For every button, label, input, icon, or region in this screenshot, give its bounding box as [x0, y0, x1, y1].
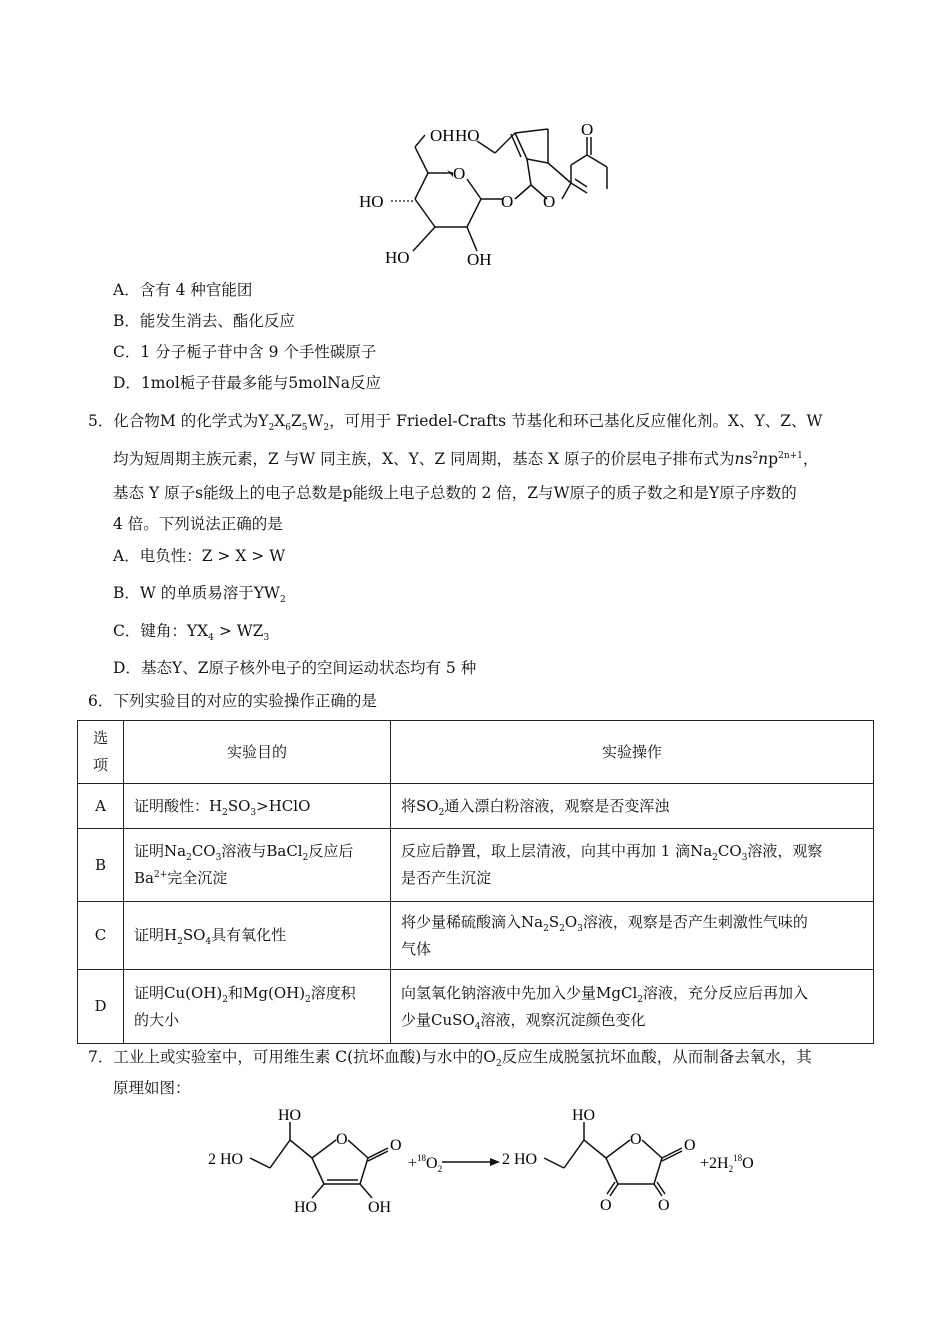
row-operation: 反应后静置，取上层清液，向其中再加 1 滴$Na_2CO_3$溶液，观察 是否产生沉淀 — [391, 829, 874, 902]
link-o-label: O — [501, 192, 514, 211]
header-option: 选 项 — [78, 721, 124, 784]
ho-label: HO — [455, 126, 480, 145]
ho-left-label: HO — [359, 192, 384, 211]
option-math: 1mol — [140, 374, 180, 392]
row-operation: 向氢氧化钠溶液中先加入少量MgCl$_2$溶液，充分反应后再加入 少量CuSO$_4$溶液，观察沉淀颜色变化 — [391, 970, 874, 1044]
option-text: 1 分子栀子苷中含 9 个手性碳原子 — [140, 343, 377, 361]
table-row — [78, 970, 874, 1044]
pyran-o-label: O — [543, 192, 556, 211]
option-key: D． — [113, 374, 141, 392]
q5-option-a: A．电负性：Z > X > W — [113, 547, 286, 565]
option-text: 反应 — [349, 374, 381, 392]
oh-bottom-label: OH — [467, 250, 492, 269]
row-key: D — [78, 970, 124, 1044]
header-operation: 实验操作 — [391, 721, 874, 784]
table-row — [78, 902, 874, 970]
option-math: 5molNa — [288, 374, 350, 392]
table-header-row — [78, 721, 874, 784]
option-text: 能发生消去、酯化反应 — [139, 312, 295, 330]
keto-o-label: O — [600, 1197, 612, 1214]
option-key: C． — [113, 343, 141, 361]
q5-option-d: D．基态Y、Z原子核外电子的空间运动状态均有 5 种 — [113, 659, 477, 677]
row-operation: 将$SO_2$通入漂白粉溶液，观察是否变浑浊 — [391, 784, 874, 829]
row-purpose: 证明$H_2SO_4$具有氧化性 — [124, 902, 391, 970]
row-purpose: 证明$Cu(OH)_2$和$Mg(OH)_2$溶度积 的大小 — [124, 970, 391, 1044]
ho-bottom-label: HO — [385, 248, 410, 267]
ho-label: HO — [572, 1107, 596, 1124]
row-purpose: 证明$Na_2CO_3$溶液与BaCl$_2$反应后 $Ba^{2+}$完全沉淀 — [124, 829, 391, 902]
coefficient: 2 — [502, 1151, 510, 1168]
keto-o-label: O — [390, 1137, 402, 1154]
q5-option-b: B．W 的单质易溶于$YW_2$ — [113, 584, 286, 606]
water-product: $+2H_2^{18}O$ — [700, 1153, 754, 1174]
experiment-table — [77, 720, 874, 1044]
q7-line-2: 原理如图： — [113, 1079, 191, 1097]
row-purpose: 证明酸性：$H_2SO_3>HClO$ — [124, 784, 391, 829]
option-key: A． — [113, 281, 140, 299]
q5-option-c: C．键角：$YX_4 > WZ_3$ — [113, 622, 270, 644]
geniposide-structure — [355, 115, 635, 275]
header-purpose: 实验目的 — [124, 721, 391, 784]
oh-label: OH — [430, 126, 455, 145]
q4-option-b — [113, 310, 295, 332]
coefficient: 2 — [208, 1151, 216, 1168]
row-key: A — [78, 784, 124, 829]
option-key: B． — [113, 312, 140, 330]
row-key: B — [78, 829, 124, 902]
oh-label: OH — [368, 1199, 392, 1216]
ring-o-label: O — [453, 164, 466, 183]
table-row — [78, 829, 874, 902]
ho-label: HO — [220, 1151, 244, 1168]
q4-option-c — [113, 341, 376, 363]
table-row — [78, 784, 874, 829]
ring-o-label: O — [630, 1131, 642, 1148]
option-text: 含有 4 种官能团 — [139, 281, 253, 299]
q7-line-1: 7．工业上或实验室中，可用维生素 C(抗坏血酸)与水中的$O_2$反应生成脱氢抗坏血酸，从而制备去氧水，其 — [88, 1048, 812, 1070]
row-key: C — [78, 902, 124, 970]
q5-line-4: 4 倍。下列说法正确的是 — [113, 515, 283, 533]
q5-line-1: 5．化合物M 的化学式为$Y_2X_6Z_5W_2$，可用于 Friedel-Crafts 节基化和环己基化反应催化剂。X、Y、Z、W — [88, 412, 823, 434]
oxygen-reagent: $+^{18}O_2$ — [408, 1153, 443, 1174]
keto-o-label: O — [658, 1197, 670, 1214]
q5-line-3: 基态 Y 原子s能级上的电子总数是p能级上电子总数的 2 倍，Z与W原子的质子数之和是Y原子序数的 — [113, 484, 797, 502]
ester-o-label: O — [581, 120, 594, 139]
ho-label: HO — [514, 1151, 538, 1168]
ring-o-label: O — [336, 1131, 348, 1148]
keto-o-label: O — [684, 1137, 696, 1154]
q5-line-2: 均为短周期主族元素，Z 与W 同主族，X、Y、Z 同周期，基态 X 原子的价层电子排布式为$ns^2np^{2n+1}$， — [113, 450, 819, 468]
ho-label: HO — [278, 1107, 302, 1124]
q6-stem: 6．下列实验目的对应的实验操作正确的是 — [88, 692, 377, 710]
ho-label: HO — [294, 1199, 318, 1216]
row-operation: 将少量稀硫酸滴入$Na_2S_2O_3$溶液，观察是否产生刺激性气味的 气体 — [391, 902, 874, 970]
vitamin-c-reaction-scheme — [200, 1100, 780, 1220]
q4-option-a — [113, 279, 252, 301]
q4-option-d — [113, 372, 381, 394]
option-text: 栀子苷最多能与 — [179, 374, 289, 392]
